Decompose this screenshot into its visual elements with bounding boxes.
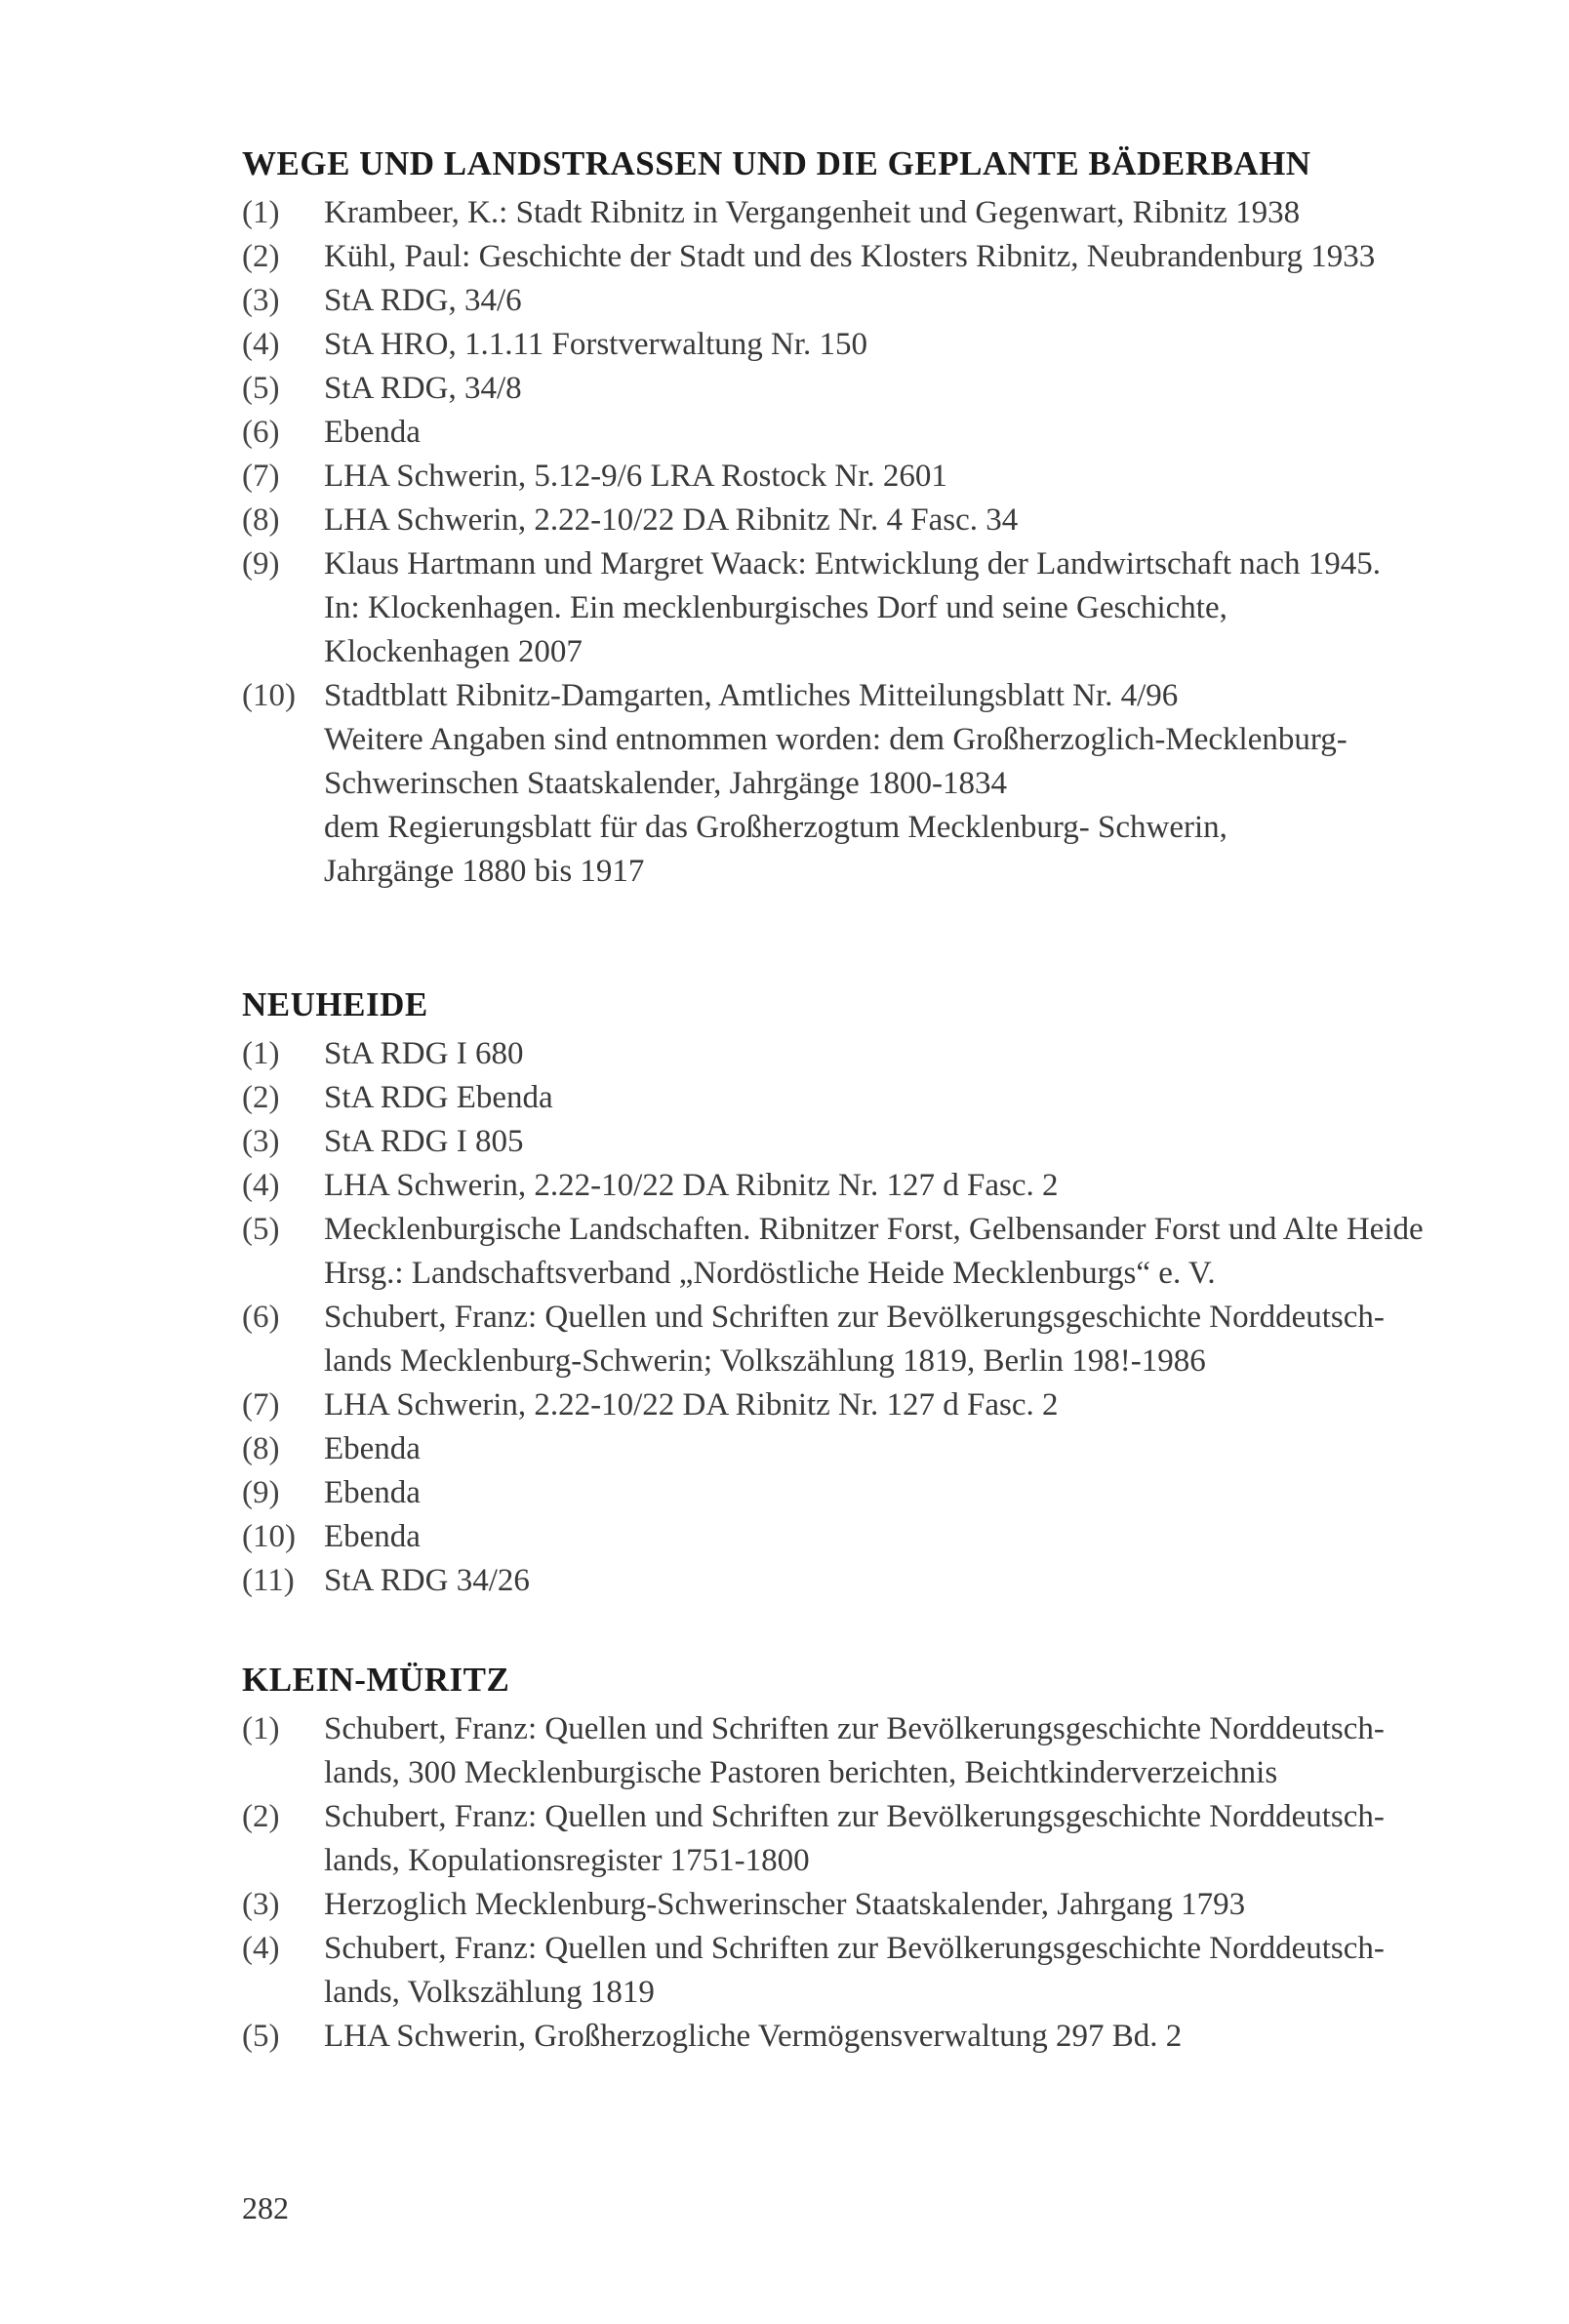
reference-text bbox=[324, 1471, 1510, 1515]
reference-number: (5) bbox=[242, 2019, 280, 2054]
section-heading: NEUHEIDE bbox=[242, 985, 428, 1023]
reference-entry bbox=[242, 1471, 1510, 1515]
reference-text-line: Ebenda bbox=[324, 415, 421, 450]
reference-number: (11) bbox=[242, 1563, 295, 1598]
reference-list bbox=[242, 191, 1510, 894]
reference-number: (1) bbox=[242, 1711, 280, 1746]
reference-entry bbox=[242, 323, 1510, 367]
reference-entry bbox=[242, 1883, 1510, 1927]
reference-text-line: Schubert, Franz: Quellen und Schriften zur Bevölkerungsgeschichte Norddeutsch- bbox=[324, 1300, 1385, 1335]
reference-text bbox=[324, 1032, 1510, 1076]
reference-number: (1) bbox=[242, 195, 280, 230]
reference-text bbox=[324, 1707, 1510, 1795]
reference-text bbox=[324, 1164, 1510, 1208]
reference-number: (6) bbox=[242, 415, 280, 450]
reference-entry bbox=[242, 367, 1510, 411]
reference-text-line: Klaus Hartmann und Margret Waack: Entwicklung der Landwirtschaft nach 1945. bbox=[324, 546, 1381, 581]
reference-number: (4) bbox=[242, 1931, 280, 1966]
reference-text-line: lands, 300 Mecklenburgische Pastoren berichten, Beichtkinderverzeichnis bbox=[324, 1755, 1278, 1790]
reference-text-line: Ebenda bbox=[324, 1431, 421, 1466]
reference-text-line: StA RDG I 805 bbox=[324, 1124, 524, 1159]
reference-text bbox=[324, 1120, 1510, 1164]
reference-entry bbox=[242, 235, 1510, 279]
reference-text-line: Krambeer, K.: Stadt Ribnitz in Vergangenheit und Gegenwart, Ribnitz 1938 bbox=[324, 195, 1301, 230]
reference-text-line: StA RDG 34/26 bbox=[324, 1563, 530, 1598]
reference-text-line: LHA Schwerin, Großherzogliche Vermögensverwaltung 297 Bd. 2 bbox=[324, 2019, 1183, 2054]
reference-text bbox=[324, 411, 1510, 455]
reference-text-line: Mecklenburgische Landschaften. Ribnitzer Forst, Gelbensander Forst und Alte Heide bbox=[324, 1212, 1424, 1247]
reference-entry bbox=[242, 279, 1510, 323]
reference-text-line: StA RDG, 34/8 bbox=[324, 371, 522, 406]
reference-text bbox=[324, 499, 1510, 542]
reference-text bbox=[324, 235, 1510, 279]
reference-text-line: Schubert, Franz: Quellen und Schriften zur Bevölkerungsgeschichte Norddeutsch- bbox=[324, 1931, 1385, 1966]
reference-text-line: StA RDG I 680 bbox=[324, 1036, 524, 1071]
reference-number: (6) bbox=[242, 1300, 280, 1335]
reference-text-line: LHA Schwerin, 2.22-10/22 DA Ribnitz Nr. 127 d Fasc. 2 bbox=[324, 1387, 1059, 1422]
reference-entry bbox=[242, 1707, 1510, 1795]
reference-text bbox=[324, 2015, 1510, 2059]
reference-text bbox=[324, 323, 1510, 367]
reference-number: (3) bbox=[242, 1887, 280, 1922]
reference-entry bbox=[242, 542, 1510, 674]
reference-number: (4) bbox=[242, 1168, 280, 1203]
reference-text-line: dem Regierungsblatt für das Großherzogtum Mecklenburg- Schwerin, bbox=[324, 810, 1227, 845]
reference-number: (9) bbox=[242, 1475, 280, 1510]
reference-entry bbox=[242, 1927, 1510, 2015]
reference-list bbox=[242, 1032, 1510, 1603]
reference-entry bbox=[242, 1383, 1510, 1427]
reference-entry bbox=[242, 455, 1510, 499]
reference-entry bbox=[242, 2015, 1510, 2059]
section-heading: WEGE UND LANDSTRASSEN UND DIE GEPLANTE BÄDERBAHN bbox=[242, 144, 1311, 182]
reference-text-line: LHA Schwerin, 2.22-10/22 DA Ribnitz Nr. 4 Fasc. 34 bbox=[324, 502, 1019, 538]
reference-entry bbox=[242, 1076, 1510, 1120]
reference-text-line: StA RDG Ebenda bbox=[324, 1080, 553, 1115]
reference-text-line: Herzoglich Mecklenburg-Schwerinscher Staatskalender, Jahrgang 1793 bbox=[324, 1887, 1246, 1922]
reference-text-line: In: Klockenhagen. Ein mecklenburgisches Dorf und seine Geschichte, bbox=[324, 590, 1227, 625]
reference-text bbox=[324, 191, 1510, 235]
reference-entry bbox=[242, 1296, 1510, 1383]
reference-text-line: Stadtblatt Ribnitz-Damgarten, Amtliches Mitteilungsblatt Nr. 4/96 bbox=[324, 678, 1179, 713]
reference-entry bbox=[242, 191, 1510, 235]
reference-number: (9) bbox=[242, 546, 280, 581]
reference-text-line: lands, Volkszählung 1819 bbox=[324, 1975, 655, 2010]
reference-entry bbox=[242, 1559, 1510, 1603]
reference-text-line: Schubert, Franz: Quellen und Schriften zur Bevölkerungsgeschichte Norddeutsch- bbox=[324, 1711, 1385, 1746]
reference-entry bbox=[242, 1032, 1510, 1076]
reference-text bbox=[324, 1927, 1510, 2015]
section-neuheide bbox=[242, 983, 1510, 1603]
reference-text-line: Schwerinschen Staatskalender, Jahrgänge 1800-1834 bbox=[324, 766, 1008, 801]
reference-entry bbox=[242, 1515, 1510, 1559]
reference-number: (7) bbox=[242, 459, 280, 494]
reference-number: (2) bbox=[242, 1080, 280, 1115]
reference-number: (8) bbox=[242, 502, 280, 538]
reference-text-line: Ebenda bbox=[324, 1519, 421, 1554]
reference-text-line: Jahrgänge 1880 bis 1917 bbox=[324, 854, 645, 889]
reference-number: (2) bbox=[242, 1799, 280, 1834]
reference-entry bbox=[242, 674, 1510, 894]
section-klein-mueritz bbox=[242, 1659, 1510, 2059]
reference-text bbox=[324, 1427, 1510, 1471]
reference-text-line: Kühl, Paul: Geschichte der Stadt und des Klosters Ribnitz, Neubrandenburg 1933 bbox=[324, 239, 1376, 274]
reference-text-line: StA RDG, 34/6 bbox=[324, 283, 522, 318]
reference-text bbox=[324, 542, 1510, 674]
reference-text bbox=[324, 1795, 1510, 1883]
reference-number: (1) bbox=[242, 1036, 280, 1071]
reference-text-line: StA HRO, 1.1.11 Forstverwaltung Nr. 150 bbox=[324, 327, 868, 362]
reference-number: (3) bbox=[242, 283, 280, 318]
reference-number: (10) bbox=[242, 1519, 296, 1554]
reference-text bbox=[324, 1208, 1510, 1296]
reference-text bbox=[324, 367, 1510, 411]
reference-number: (10) bbox=[242, 678, 296, 713]
reference-number: (4) bbox=[242, 327, 280, 362]
reference-entry bbox=[242, 411, 1510, 455]
section-wege-und-landstrassen bbox=[242, 142, 1510, 894]
reference-text bbox=[324, 674, 1510, 894]
section-heading: KLEIN-MÜRITZ bbox=[242, 1661, 510, 1699]
reference-text-line: Ebenda bbox=[324, 1475, 421, 1510]
reference-number: (8) bbox=[242, 1431, 280, 1466]
reference-text bbox=[324, 455, 1510, 499]
reference-list bbox=[242, 1707, 1510, 2059]
reference-text bbox=[324, 1883, 1510, 1927]
reference-entry bbox=[242, 499, 1510, 542]
reference-text bbox=[324, 1296, 1510, 1383]
page-number: 282 bbox=[242, 2190, 289, 2225]
reference-number: (5) bbox=[242, 371, 280, 406]
reference-text-line: lands, Kopulationsregister 1751-1800 bbox=[324, 1843, 810, 1878]
reference-text-line: Hrsg.: Landschaftsverband „Nordöstliche Heide Mecklenburgs“ e. V. bbox=[324, 1256, 1216, 1291]
reference-text-line: Klockenhagen 2007 bbox=[324, 634, 583, 669]
reference-number: (2) bbox=[242, 239, 280, 274]
reference-text bbox=[324, 1515, 1510, 1559]
reference-text bbox=[324, 1559, 1510, 1603]
reference-entry bbox=[242, 1120, 1510, 1164]
reference-number: (3) bbox=[242, 1124, 280, 1159]
reference-entry bbox=[242, 1164, 1510, 1208]
reference-entry bbox=[242, 1795, 1510, 1883]
reference-entry bbox=[242, 1208, 1510, 1296]
reference-text-line: lands Mecklenburg-Schwerin; Volkszählung 1819, Berlin 198!-1986 bbox=[324, 1343, 1206, 1379]
reference-text-line: Weitere Angaben sind entnommen worden: dem Großherzoglich-Mecklenburg- bbox=[324, 722, 1348, 757]
reference-text-line: Schubert, Franz: Quellen und Schriften zur Bevölkerungsgeschichte Norddeutsch- bbox=[324, 1799, 1385, 1834]
reference-text bbox=[324, 279, 1510, 323]
reference-text bbox=[324, 1383, 1510, 1427]
reference-text bbox=[324, 1076, 1510, 1120]
reference-number: (7) bbox=[242, 1387, 280, 1422]
reference-text-line: LHA Schwerin, 5.12-9/6 LRA Rostock Nr. 2601 bbox=[324, 459, 947, 494]
reference-number: (5) bbox=[242, 1212, 280, 1247]
reference-text-line: LHA Schwerin, 2.22-10/22 DA Ribnitz Nr. 127 d Fasc. 2 bbox=[324, 1168, 1059, 1203]
reference-entry bbox=[242, 1427, 1510, 1471]
